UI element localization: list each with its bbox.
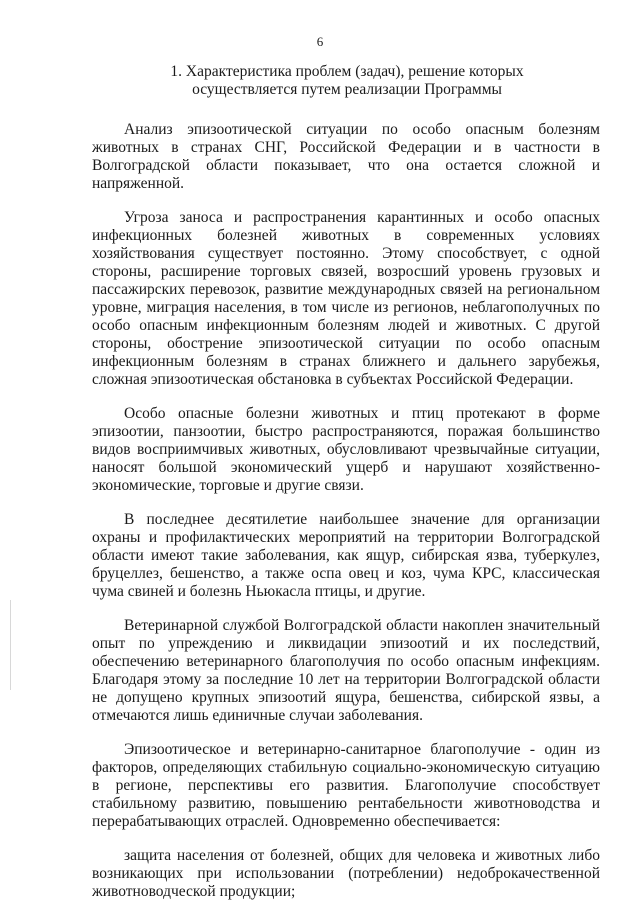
section-heading-line-1: 1. Характеристика проблем (задач), решение которых — [170, 63, 524, 80]
document-body — [92, 121, 600, 917]
scan-margin-mark — [10, 600, 11, 690]
paragraph: Ветеринарной службой Волгоградской области накоплен значительный опыт по упреждению и ликвидации эпизоотий и их последствий, обеспечению ветеринарного благополучия по особо опасным инфекциям. Благодаря этому за последние 10 лет на территории Волгоградской области не допущено крупных эпизоотий ящура, бешенства, сибирской язвы, а отмечаются лишь единичные случаи заболевания. — [92, 617, 600, 724]
paragraph: Особо опасные болезни животных и птиц протекают в форме эпизоотии, панзоотии, быстро распространяются, поражая большинство видов восприимчивых животных, обусловливают чрезвычайные ситуации, наносят большой экономический ущерб и нарушают хозяйственно-экономические, торговые и другие связи. — [92, 405, 600, 494]
section-heading-line-2: осуществляется путем реализации Программы — [192, 81, 502, 98]
paragraph: Угроза заноса и распространения карантинных и особо опасных инфекционных болезней животных в современных условиях хозяйствования существует постоянно. Этому способствует, с одной стороны, расширение торговых связей, возросший уровень грузовых и пассажирских перевозок, развитие международных связей на региональном уровне, миграция населения, в том числе из регионов, неблагополучных по особо опасным инфекционным болезням людей и животных. С другой стороны, обострение эпизоотической ситуации по особо опасным инфекционным болезням в странах ближнего и дальнего зарубежья, сложная эпизоотическая обстановка в субъектах Российской Федерации. — [92, 209, 600, 388]
paragraph: защита населения от болезней, общих для человека и животных либо возникающих при использовании (потреблении) недоброкачественной животноводческой продукции; — [92, 847, 600, 900]
paragraph: Эпизоотическое и ветеринарно-санитарное благополучие - один из факторов, определяющих стабильную социально-экономическую ситуацию в регионе, перспективы его развития. Благополучие способствует стабильному развитию, повышению рентабельности животноводства и перерабатывающих отраслей. Одновременно обеспечивается: — [92, 741, 600, 830]
paragraph: Анализ эпизоотической ситуации по особо опасным болезням животных в странах СНГ, Российской Федерации и в частности в Волгоградской области показывает, что она остается сложной и напряженной. — [92, 121, 600, 192]
paragraph: В последнее десятилетие наибольшее значение для организации охраны и профилактических мероприятий на территории Волгоградской области имеют такие заболевания, как ящур, сибирская язва, туберкулез, бруцеллез, бешенство, а также оспа овец и коз, чума КРС, классическая чума свиней и болезнь Ньюкасла птицы, и другие. — [92, 511, 600, 600]
page-number: 6 — [316, 34, 324, 49]
section-heading — [92, 63, 602, 99]
